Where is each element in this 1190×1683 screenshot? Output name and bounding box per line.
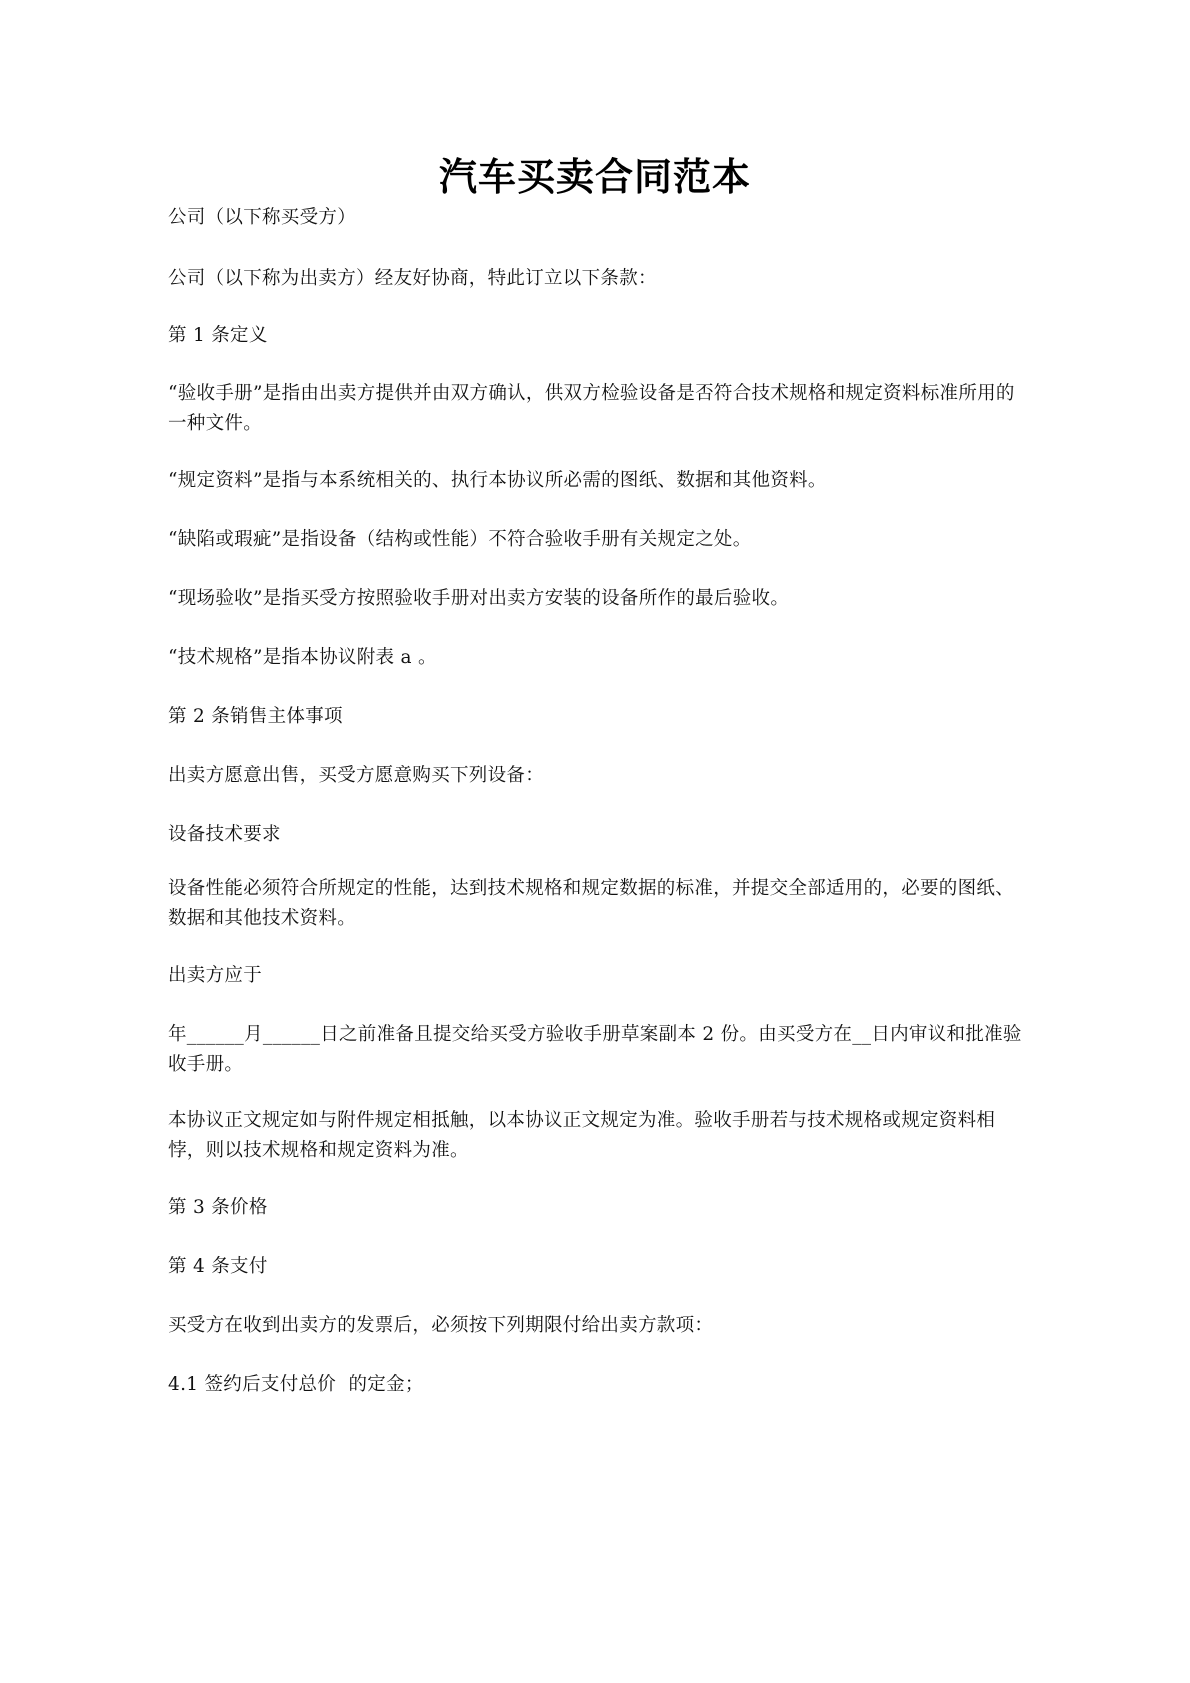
equipment-requirements-heading: 设备技术要求 (168, 824, 281, 845)
payment-terms-intro: 买受方在收到出卖方的发票后，必须按下列期限付给出卖方款项： (168, 1315, 714, 1336)
article-4-heading: 第 4 条支付 (168, 1256, 268, 1277)
sale-statement: 出卖方愿意出售，买受方愿意购买下列设备： (168, 765, 545, 786)
precedence-clause: 本协议正文规定如与附件规定相抵触，以本协议正文规定为准。验收手册若与技术规格或规定资料相悖，则以技术规格和规定资料为准。 (168, 1110, 996, 1161)
party-seller: 公司（以下称为出卖方）经友好协商，特此订立以下条款： (168, 268, 657, 289)
party-buyer: 公司（以下称买受方） (168, 207, 357, 228)
document-title: 汽车买卖合同范本 (438, 154, 751, 199)
equipment-performance-clause: 设备性能必须符合所规定的性能，达到技术规格和规定数据的标准，并提交全部适用的，必要的图纸、数据和其他技术资料。 (168, 878, 1015, 929)
article-3-heading: 第 3 条价格 (168, 1197, 268, 1218)
definition-specified-materials: “规定资料”是指与本系统相关的、执行本协议所必需的图纸、数据和其他资料。 (168, 470, 827, 491)
seller-obligation-intro: 出卖方应于 (168, 965, 263, 986)
definition-technical-specs: “技术规格”是指本协议附表 a 。 (168, 647, 437, 668)
definition-defects: “缺陷或瑕疵”是指设备（结构或性能）不符合验收手册有关规定之处。 (168, 529, 752, 550)
payment-term-4-1: 4.1 签约后支付总价 的定金； (168, 1374, 424, 1395)
article-2-heading: 第 2 条销售主体事项 (168, 706, 343, 727)
definition-acceptance-manual: “验收手册”是指由出卖方提供并由双方确认，供双方检验设备是否符合技术规格和规定资料标准所用的一种文件。 (168, 383, 1015, 434)
manual-submission-clause: 年______月______日之前准备且提交给买受方验收手册草案副本 2 份。由买受方在__日内审议和批准验收手册。 (168, 1024, 1022, 1075)
article-1-heading: 第 1 条定义 (168, 325, 268, 346)
definition-site-acceptance: “现场验收”是指买受方按照验收手册对出卖方安装的设备所作的最后验收。 (168, 588, 790, 609)
